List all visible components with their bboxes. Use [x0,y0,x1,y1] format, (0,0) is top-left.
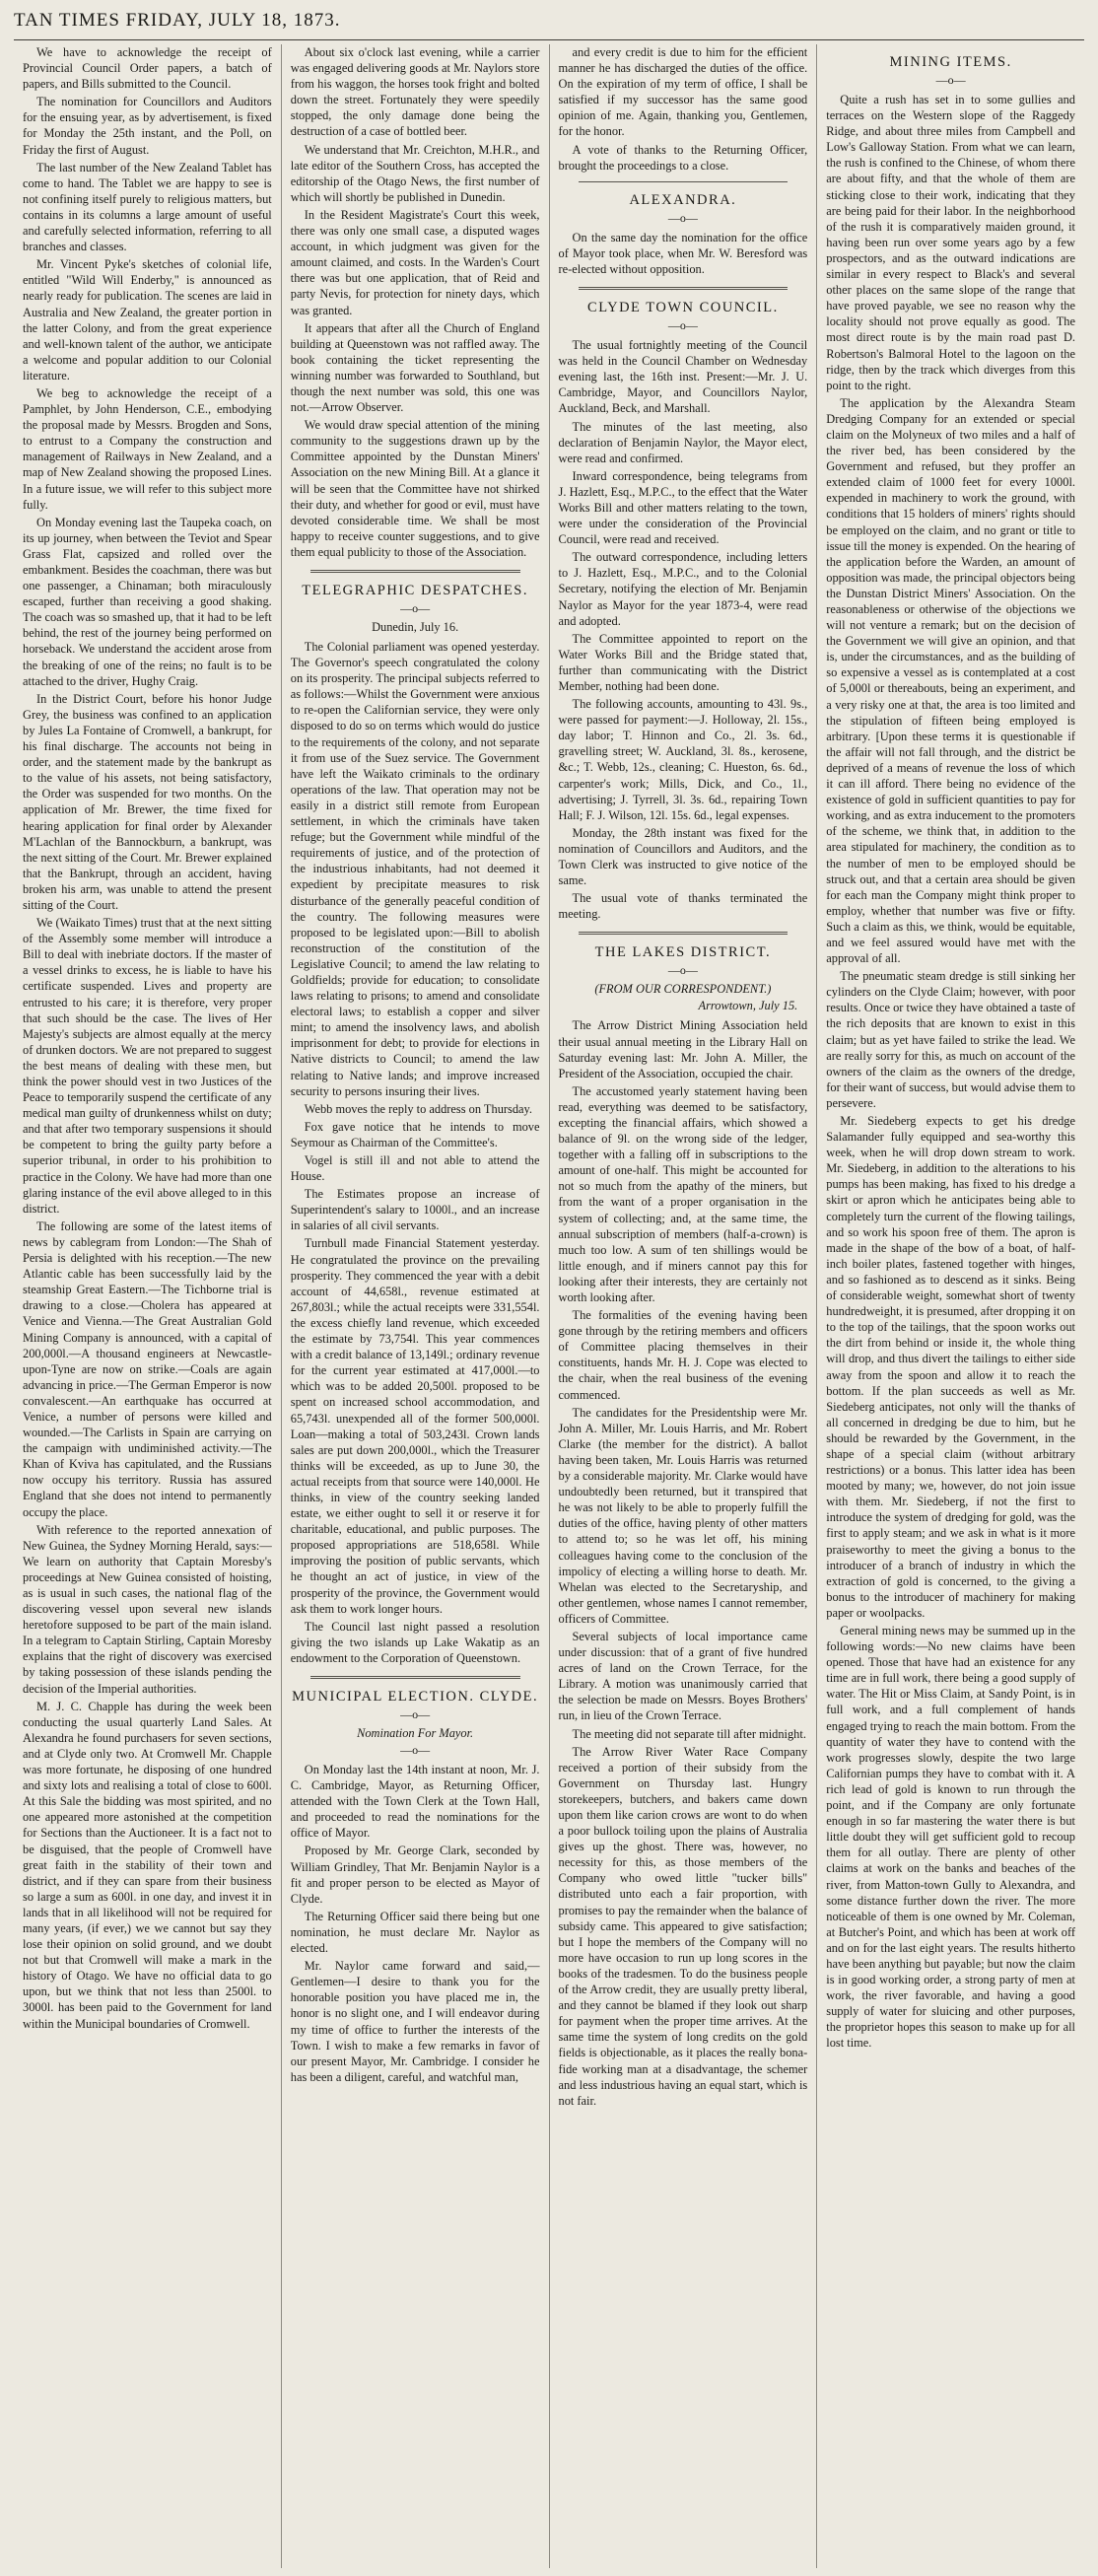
article-paragraph: Monday, the 28th instant was fixed for the nomination of Councillors and Auditors, and the Town Clerk was instructed to give notice of the same. [558,825,808,888]
article-paragraph: We (Waikato Times) trust that at the next sitting of the Assembly some member will introduce a Bill to deal with inebriate doctors. If the master of a vessel drinks to excess, he is liable to have his certificate suspended. Lives and property are entrusted to his care; it is therefore, very proper that such should be the case. The lives of Her Majesty's subjects are almost equally at the mercy of drunken doctors. We are not prepared to suggest the best means of dealing with these men, but think the power should vest in two Justices of the Peace to temporarily suspend the certificate of any medical man guilty of drunkenness whilst on duty; and that after two temporary suspensions it should be competent to bring the guilty party before a superior tribunal, in order to his prohibition to practice in the Colony. We have had more than one glaring instance of the evil above alleged to in this district. [23,916,272,1216]
municipal-subheading: Nomination For Mayor. [357,1726,474,1740]
article-paragraph: Fox gave notice that he intends to move Seymour as Chairman of the Committee's. [290,1119,540,1149]
ornament: —o— [667,318,698,333]
ornament: —o— [400,1743,431,1757]
ornament: —o— [667,210,698,225]
article-paragraph: The Estimates propose an increase of Superintendent's salary to 1000l., and an increase in salaries of all civil servants. [290,1187,540,1233]
article-paragraph: and every credit is due to him for the efficient manner he has discharged the duties of the office. On the expiration of my term of office, I shall be satisfied if my successor has the same good opinion of me. Again, thanking you, Gentlemen, for the honor. [558,45,808,139]
mining-heading: MINING ITEMS. [889,54,1012,70]
article-paragraph: We understand that Mr. Creichton, M.H.R., and late editor of the Southern Cross, has accepted the editorship of the Otago News, the first number of which will shortly be published in Dunedin. [290,142,540,204]
columns [14,44,1084,2568]
article-paragraph: A vote of thanks to the Returning Officer, brought the proceedings to a close. [558,142,808,173]
ornament: —o— [400,601,431,615]
article-paragraph: The pneumatic steam dredge is still sinking her cylinders on the Clyde Claim; however, with poor results. Once or twice they have obtained a taste of the rich deposits that are known to exist in this claim; but as yet have failed to strike the lead. We are really sorry for this, as much on account of the owners of the claim as the owners of the dredge, for their want of success, but would advise them to persevere. [826,969,1075,1110]
section-divider [310,570,520,573]
column-2 [282,44,550,2568]
telegraphic-heading: TELEGRAPHIC DESPATCHES. [302,583,528,598]
article-paragraph: The last number of the New Zealand Tablet has come to hand. The Tablet we are happy to see is not confining itself purely to religious matters, but contains in its columns a large amount of useful and carefully selected information, referring to all branches and classes. [23,160,272,254]
article-paragraph: The formalities of the evening having been gone through by the retiring members and officers of Committee placing themselves in their constituents, hands Mr. H. J. Cope was elected to the chair, when the real business of the evening commenced. [558,1308,808,1402]
article-paragraph: General mining news may be summed up in the following words:—No new claims have been opened. Those that have had an existence for any time are in full work, there being a good supply of water. The Hit or Miss Claim, at Sandy Point, is in full work, and a full complement of hands engaged trying to reach the main bottom. From the quantity of water they have to contend with the work progresses slowly, despite the two large Californian pumps they have to combat with it. A rich lead of gold is known to run through the point, and if the Company are only fortunate enough in so far mastering the water there is but little doubt they will get sufficient gold to recoup them for all outlay. There are plenty of other claims at work on the banks and beaches of the river, from Matton-town Gully to Alexandra, and some distance further down the river. The more noticeable of them is one owned by Mr. Coleman, at Butcher's Point, and which has been at work off and on for the last eight years. The results hitherto have been anything but payable; but now the claim is in good working order, a strong party of men at work, the river favorable, and having a good supply of water for sluicing and other purposes, the proprietor hopes this season to make up for all lost time. [826,1624,1075,2051]
ornament: —o— [667,963,698,978]
lakes-heading: THE LAKES DISTRICT. [594,944,772,961]
article-paragraph: It appears that after all the Church of England building at Queenstown was not raffled away. The book containing the ticket representing the winning number was forwarded to Southland, but though the next number was sold, this one was not.—Arrow Observer. [290,320,540,415]
article-paragraph: Webb moves the reply to address on Thursday. [304,1101,533,1116]
article-paragraph: Mr. Naylor came forward and said,—Gentlemen—I desire to thank you for the honorable position you have placed me in, the honor is no slight one, and I will endeavor during my time of office to further the interests of the Town. I wish to make a few remarks in favor of our present Mayor, Mr. Cambridge. I consider he has been a diligent, careful, and watchful man, [290,1959,540,2084]
article-paragraph: The Council last night passed a resolution giving the two islands up Lake Wakatip as an endowment to the Corporation of Queenstown. [290,1619,540,1665]
section-divider [579,932,789,935]
article-paragraph: The Returning Officer said there being but one nomination, he must declare Mr. Naylor as elected. [290,1909,540,1956]
masthead: TAN TIMES FRIDAY, JULY 18, 1873. [14,6,1084,40]
clyde-council-heading: CLYDE TOWN COUNCIL. [587,300,779,316]
article-paragraph: In the District Court, before his honor Judge Grey, the business was confined to an application by Jules La Fontaine of Cromwell, a bankrupt, for his final discharge. The accounts not being in order, and the statement made by the bankrupt as to the value of his assets, not being satisfactory, the Order was suspended for two months. On the application of Mr. Brewer, the time fixed for hearing application for final order by Alexander M'Lachlan of the Bannockburn, a bankrupt, was the next sitting of the Court. Mr. Brewer explained that the Bankrupt, through an accident, having broken his arm, was unable to attend the present sitting of the Court. [23,691,272,912]
lakes-dateline: Arrowtown, July 15. [698,999,798,1013]
article-paragraph: Several subjects of local importance came under discussion: that of a grant of five hundred acres of land on the Crown Terrace, for the Library. A motion was unanimously carried that the selection be made on Messrs. Boyes Brothers' run, in lieu of the Crown Terrace. [558,1629,808,1723]
article-paragraph: The Committee appointed to report on the Water Works Bill and the Bridge stated that, further than communicating with the District Member, nothing had been done. [558,631,808,693]
article-paragraph: Mr. Siedeberg expects to get his dredge Salamander fully equipped and sea-worthy this week, when he will drop down stream to work. Mr. Siedeberg, in addition to the alterations to his pumps has been making, has fixed to his dredge a skirt or apron which he anticipates being able to completely turn the current of the flowing tailings, and so work his spoon free of them. The apron is made in the shape of the bow of a boat, of half-inch boiler plates, fastened together with hinges, and so fashioned as to descend as it sinks. Being of considerable weight, somewhat short of twenty hundredweight, it is presumed, after dropping it on to the top of the tailings, that the spoon works out the dirt from behind or inside it, the whole thing will drop, and thus divert the tailings to either side away from the spoon and allow it to reach the bottom. If the plan succeeds as well as Mr. Siedeberg anticipates, not only will the thanks of all concerned in dredging be due to him, but he should be rewarded by the Government, in the shape of a special claim (without arbitrary restrictions) or a bonus. This latter idea has been mooted by many; we, however, do not join issue with them. Mr. Siedeberg, if not the first to introduce the system of dredging for gold, was the first to apply steam; and we ask in what is it more praiseworthy to meet the giving a bonus to the introducer of a branch of industry in which the extraction of gold is concerned, to the giving a bonus to the introducer of machinery for making paper or woolpacks. [826,1114,1075,1620]
article-paragraph: The usual fortnightly meeting of the Council was held in the Council Chamber on Wednesday evening last, the 16th inst. Present:—Mr. J. U. Cambridge, Mayor, and Councillors Naylor, Auckland, Beck, and Marshall. [558,338,808,416]
article-paragraph: Inward correspondence, being telegrams from J. Hazlett, Esq., M.P.C., to the effect that the Water Works Bill and other matters relating to the town, were under the consideration of the Provincial Council, were read and received. [558,468,808,547]
article-paragraph: M. J. C. Chapple has during the week been conducting the usual quarterly Land Sales. At Alexandra he found purchasers for seven sections, and at Clyde only two. At Cromwell Mr. Chapple was more fortunate, he disposing of one hundred and sixty lots and realising a total of close to 600l. At this Sale the bidding was most spirited, and no one appeared more astonished at the competition for Sections than the Auctioneer. It is a fact not to be disguised, that the people of Cromwell have great faith in the stability of their town and district, and if they can spare from their business so large a sum as 600l. in one day, and invest it in lands that in all likelihood will not be required for many years, (if ever,) we we cannot but say they lose their opinion on solid ground, and we doubt not but that Cromwell will make a mark in the history of Otago. We have no official data to go upon, but we think that not less than 2500l. to 3000l. has been paid to the Government for land within the Municipal boundaries of Cromwell. [23,1699,272,2031]
municipal-heading: MUNICIPAL ELECTION. CLYDE. [292,1689,539,1705]
article-paragraph: The outward correspondence, including letters to J. Hazlett, Esq., M.P.C., and to the Colonial Secretary, notifying the election of Mr. Benjamin Naylor as Mayor for the year 1873-4, were read and adopted. [558,550,808,628]
article-paragraph: Quite a rush has set in to some gullies and terraces on the Western slope of the Raggedy Ridge, and about three miles from Campbell and Low's Galloway Station. From what we can learn, the rush is confined to the Chinese, of whom there are about fifty, and that the whole of them are sticking close to their work, indicating that they are being paid for their labor. In the neighborhood of the rush it is comparatively maiden ground, it having been run over some years ago by a few prospectors, and as the outward indications are similar in every respect to Black's and several other places on the same slope of the range that have proved payable, we see no reason why the locality should not prove equally as good. The most direct route is by the main road past D. Robertson's Balmoral Hotel to the lagoon on the ridge, then by the track which diverges from this point to the right. [826,93,1075,392]
article-paragraph: The application by the Alexandra Steam Dredging Company for an extended or special claim on the Molyneux of two miles and a half of the river bed, has been considered by the Government and refused, but they proffer an extended claim of 1000 feet for every 1000l. expended in machinery to work the ground, with conditions that 15 holders of miners' rights should be employed on the claim, and no grant or title to issue till the money is expended. On the hearing of the application before the Warden, an amount of opposition was made, the principal objectors being the Dunstan District Miners' Association. On the reasonableness or otherwise of the objections we will not venture a remark; but on the decision of the Government we will give an opinion, and that is, under the circumstances, and as the building of so expensive a vessel as is contemplated at a cost of 5,000l or thereabouts, being an experiment, and a very risky one at that, the area is too limited and the stipulation of fifteen being employed is arbitrary. [Upon these terms it is questionable if the affair will not fall through, and the district be deprived of a means of revenue the loss of which it can ill afford. There being no evidence of the existence of gold in sufficient quantities to pay for working, and as extra inducement to the promoters of the scheme, we think that, in addition to the area stipulated for machinery, the condition as to the number of men to be employed should be struck out, and that a certain area should be given for each man the Company might think proper to employ, whether that number was five or fifty. Such a claim as this, we think, would be equitable, and we feel assured would have met with the approval of all. [826,395,1075,966]
ornament: —o— [935,73,966,87]
telegraphic-dateline: Dunedin, July 16. [372,620,459,634]
article-paragraph: Mr. Vincent Pyke's sketches of colonial life, entitled "Wild Will Enderby," is announced as nearly ready for publication. The scenes are laid in Australia and New Zealand, the greater portion in the latter Colony, and from the great experience and well-known talent of the author, we anticipate a welcome and popular addition to our Colonial literature. [23,257,272,383]
article-paragraph: In the Resident Magistrate's Court this week, there was only one small case, a disputed wages account, in which judgment was given for the amount claimed, and costs. In the Warden's Court there was but one application, that of Reid and party Nevis, for protection for ninety days, which was granted. [290,207,540,317]
article-paragraph: The nomination for Councillors and Auditors for the ensuing year, as by advertisement, is fixed for Monday the 25th instant, and the Poll, on Friday the first of August. [23,95,272,157]
lakes-subheading: (FROM OUR CORRESPONDENT.) [594,982,772,997]
alexandra-heading: ALEXANDRA. [629,191,737,208]
article-paragraph: The minutes of the last meeting, also declaration of Benjamin Naylor, the Mayor elect, were read and confirmed. [558,419,808,465]
article-paragraph: The usual vote of thanks terminated the meeting. [558,891,808,922]
article-paragraph: Turnbull made Financial Statement yesterday. He congratulated the province on the prevailing prosperity. They commenced the year with a debit account of 44,658l., revenue estimated at 267,803l.; while the actual receipts were 331,554l. the excess chiefly land revenue, which exceeded the estimate by 73,754l. This year commences with a credit balance of 13,149l.; ordinary revenue for the current year estimated at 417,000l.—to which was to be added 20,500l. proposed to be spent on increased school accommodation, and 65,743l. unexpended all of the former 500,000l. Loan—making a total of 503,243l. Crown lands sales are put down 200,000l., which the Treasurer thinks will be exceeded, as up to June 30, the actual receipts from that source were 140,000l. He thinks, in view of the country seeking landed estate, we either ought to sell it or reserve it for charitable, educational, and public purposes. The proposed appropriations are 518,658l. While improving the position of public servants, which he thought an act of justice, in view of the prosperity of the province, the Government would ask them to work longer hours. [290,1236,540,1616]
article-paragraph: Vogel is still ill and not able to attend the House. [290,1153,540,1184]
article-paragraph: With reference to the reported annexation of New Guinea, the Sydney Morning Herald, says:—We learn on authority that Captain Moresby's proceedings at New Guinea consisted of hoisting, as is usual in such cases, the national flag of the discovering vessel upon several new islands heretofore supposed to be part of the main island. In a telegram to Captain Stirling, Captain Moresby explains that the right of discovery was exercised by taking possession of these islands pending the decision of the Imperial authorities. [23,1522,272,1696]
section-divider [579,287,789,290]
article-paragraph: The Colonial parliament was opened yesterday. The Governor's speech congratulated the colony on its prosperity. The principal subjects referred to as follows:—Whilst the Government were anxious to re-open the Californian service, they were only disposed to do so on terms which would do justice to the requirements of the colony, and not separate it from use of the Suez service. The Government have left the Waikato criminals to the ordinary operations of the law. That operation may not be easily in a district still remote from European settlement, in which the criminals have taken refuge; but the Government while mindful of the requirements of justice, and of the protection of the industrious inhabitants, had not deemed it expedient by precipitate measures to risk disturbance of the generally peaceful condition of the country. The following measures were proposed to be legislated upon:—Bill to abolish reconstruction of the constitution of the Legislative Council; to amend the law relating to Goldfields; provide for education; to consolidate laws relating to prisons; to amend and consolidate electoral laws; to establish a copper and silver mint; to amend the insolvency laws, and abolish imprisonment for debt; to provide for elections in Native districts to Council; to amend the law relating to Native lands; and improve increased security to persons insuring their lives. [290,640,540,1098]
column-3 [550,44,818,2568]
alexandra-paragraph: On the same day the nomination for the office of Mayor took place, when Mr. W. Beresford was re-elected without opposition. [558,230,808,276]
article-paragraph: The accustomed yearly statement having been read, everything was deemed to be satisfactory, excepting the financial affairs, which showed a balance of 9l. on the wrong side of the ledger, together with a falling off in subscriptions to the amount of one-half. This might be accounted for not so much from the apathy of the miners, but from the want of a proper organisation in the system of collecting; and, at the same time, the annual subscription of members (half-a-crown) is much too low. A sum of ten shillings would be little enough, and if miners cannot pay this for looking after their interests, they are certainly not worth looking after. [558,1083,808,1304]
article-paragraph: The following accounts, amounting to 43l. 9s., were passed for payment:—J. Holloway, 2l. 15s., day labor; T. Hinnon and Co., 2l. 3s. 6d., gravelling street; W. Auckland, 3l. 8s., kerosene, &c.; T. Webb, 12s., cleaning; C. Hueston, 6s. 6d., carpenter's work; Mills, Dick, and Co., 1l., advertising; J. Tyrrell, 3l. 3s. 6d., repairing Town Hall; F. J. Wilson, 12l. 15s. 6d., legal expenses. [558,697,808,822]
article-paragraph: We have to acknowledge the receipt of Provincial Council Order papers, a batch of papers, and Bills submitted to the Council. [23,45,272,92]
article-paragraph: Proposed by Mr. George Clark, seconded by William Grindley, That Mr. Benjamin Naylor is a fit and proper person to be elected as Mayor of Clyde. [290,1844,540,1906]
section-divider [579,181,789,182]
column-1 [14,44,282,2568]
article-paragraph: The Arrow River Water Race Company received a portion of their subsidy from the Government on Thursday last. Hungry storekeepers, butchers, and bakers came down upon them like carion crows are wont to do when a poor bullock toiling upon the plains of Australia gives up the ghost. There was, however, no necessity for this, as those members of the Company who owed little "tucker bills" distributed unto each a fair proportion, with promises to pay the remainder when the balance of subsidy came. This appeared to give satisfaction; but I hope the members of the Company will no more have occasion to run up long scores in the books of the tradesmen. To do the business people of the Arrow credit, they are usually pretty liberal, and they cannot be blamed if they look out sharp for payment when the proper time arrives. At the same time the system of long credits on the gold fields is objectionable, as it places the really bona-fide working man at a disadvantage, the schemer and less industrious having an equal start, which is not fair. [558,1744,808,2108]
article-paragraph: About six o'clock last evening, while a carrier was engaged delivering goods at Mr. Naylors store from his waggon, the horses took fright and bolted down the street. Fortunately they were speedily stopped, the only damage done being the destruction of a case of bottled beer. [290,45,540,139]
ornament: —o— [400,1707,431,1721]
article-paragraph: On Monday evening last the Taupeka coach, on its up journey, when between the Teviot and Spear Grass Flat, capsized and rolled over the embankment. Besides the coachman, there was but one passenger, a Chinaman; both miraculously escaped, further than receiving a good shaking. The coach was so smashed up, that it had to be left behind, the rest of the journey being performed on horseback. We understand the accident arose from the breaking of one of the reins; no fault is to be attached to the driver, Hughy Craig. [23,515,272,688]
column-4 [817,44,1084,2568]
article-paragraph: We would draw special attention of the mining community to the suggestions drawn up by the Committee appointed by the Dunstan Miners' Association on the new Mining Bill. At a glance it will be seen that the Committee have not shirked their duty, and whether for good or evil, must have devoted considerable time. We shall be most happy to receive counter suggestions, and to give them equal publicity to those of the Association. [290,418,540,559]
article-paragraph: The Arrow District Mining Association held their usual annual meeting in the Library Hall on Saturday evening last: Mr. John A. Miller, the President of the Association, occupied the chair. [558,1018,808,1080]
article-paragraph: The meeting did not separate till after midnight. [572,1726,806,1741]
article-paragraph: The candidates for the Presidentship were Mr. John A. Miller, Mr. Louis Harris, and Mr. Robert Clarke (the member for the district). A ballot having been taken, Mr. Louis Harris was returned by a considerable majority. Mr. Clarke would have undoubtedly been returned, but it transpired that he was not likely to be able to properly fulfill the duties of the office, having plenty of other matters to attend to; so he was let off, his mining colleagues having come to the conclusion of the impolicy of electing a willing horse to death. Mr. Whelan was elected to the Secretaryship, and other gentlemen, whose names I cannot remember, officers of Committee. [558,1405,808,1626]
article-paragraph: On Monday last the 14th instant at noon, Mr. J. C. Cambridge, Mayor, as Returning Officer, attended with the Town Clerk at the Town Hall, and proceeded to read the nominations for the office of Mayor. [290,1763,540,1841]
article-paragraph: The following are some of the latest items of news by cablegram from London:—The Shah of Persia is delighted with his reception.—The new Atlantic cable has been successfully laid by the steamship Great Eastern.—The Tichborne trial is drawing to a close.—Cholera has appeared at Venice and Vienna.—The Great Australian Gold Mining Company is announced, with a capital of 200,000l.—A thousand engineers at Newcastle-upon-Tyne are now on strike.—Coals are again advancing in price.—The German Emperor is now convalescent.—An earthquake has occurred at Venice, a number of persons were killed and wounded.—The Carlists in Spain are carrying on the campaign with undiminished activity.—The Khan of Kviva has capitulated, and the Russians now occupy his territory. Russia has assured England that she does not intend to permanently occupy the place. [23,1218,272,1519]
article-paragraph: We beg to acknowledge the receipt of a Pamphlet, by John Henderson, C.E., embodying the proposal made by Messrs. Brogden and Sons, to entrust to a Company the construction and management of Railways in New Zealand, and a map of New Zealand showing the proposed Lines. In a future issue, we will refer to this subject more fully. [23,385,272,512]
section-divider [310,1676,520,1679]
